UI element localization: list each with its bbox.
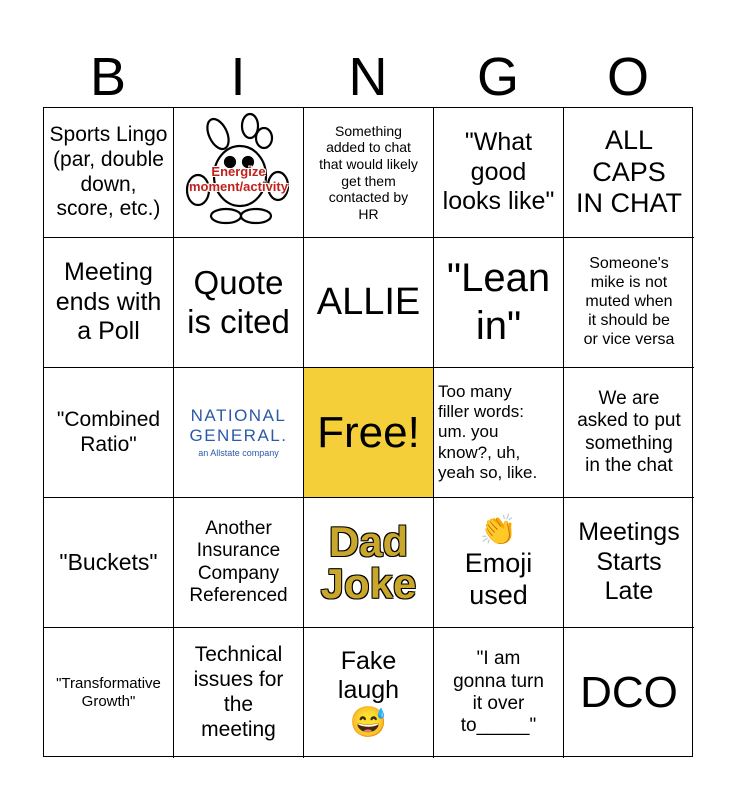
header-letter-b: B (89, 47, 127, 107)
cell-allie[interactable] (304, 238, 434, 368)
sweat-smile-icon: 😅 (349, 705, 388, 739)
cell-text: "What good looks like" (442, 128, 555, 216)
logo-line-2: GENERAL. (189, 426, 288, 446)
cell-text: "Buckets" (59, 548, 158, 575)
cell-meeting-starts-late[interactable] (564, 498, 694, 628)
cell-national-general-logo[interactable] (174, 368, 304, 498)
cell-quote-cited[interactable] (174, 238, 304, 368)
cell-transformative-growth[interactable] (44, 628, 174, 758)
cell-emoji-used[interactable] (434, 498, 564, 628)
cell-dad-joke[interactable] (304, 498, 434, 628)
cell-text: Too many filler words: um. you know?, uh, yeah so, like. (438, 382, 538, 482)
cell-insurance-company[interactable] (174, 498, 304, 628)
cell-text: Quote is cited (187, 263, 290, 340)
cell-text: "I am gonna turn it over to_____" (453, 648, 544, 737)
cell-text: ALL CAPS IN CHAT (576, 124, 682, 219)
cell-text: Something added to chat that would likely get them contacted by HR (319, 122, 418, 222)
cell-text: Technical issues for the meeting (193, 643, 284, 741)
cell-free-space[interactable] (304, 368, 434, 498)
cell-text: ALLIE (316, 281, 421, 324)
bingo-header (43, 46, 693, 108)
mascot-caption: Energize moment/activity (189, 163, 288, 194)
cell-text: Emoji used (464, 547, 533, 610)
cell-text: "Lean in" (446, 256, 551, 348)
cell-text: Meeting ends with a Poll (55, 258, 162, 346)
header-letter-g: G (476, 47, 519, 107)
cell-text: Meetings Starts Late (578, 518, 680, 606)
logo-line-3: an Allstate company (198, 448, 279, 459)
cell-text: "Transformative Growth" (56, 675, 161, 710)
cell-put-in-chat[interactable] (564, 368, 694, 498)
cell-sports-lingo[interactable] (44, 108, 174, 238)
cell-text: We are asked to put something in the chat (577, 387, 681, 476)
cell-what-good-looks-like[interactable] (434, 108, 564, 238)
cell-turn-it-over[interactable] (434, 628, 564, 758)
clapping-hands-icon: 👏 (479, 513, 518, 547)
cell-chat-hr[interactable] (304, 108, 434, 238)
national-general-logo (190, 406, 288, 459)
cell-text: Fake laugh (337, 646, 400, 704)
cell-text: Dad Joke (320, 517, 417, 607)
cell-text: DCO (580, 668, 678, 718)
cell-text: Sports Lingo (par, double down, score, etc.) (49, 122, 168, 221)
bingo-card (43, 107, 693, 757)
cell-meeting-poll[interactable] (44, 238, 174, 368)
cell-mike-muted[interactable] (564, 238, 694, 368)
cell-combined-ratio[interactable] (44, 368, 174, 498)
header-letter-o: O (606, 47, 649, 107)
logo-line-1: NATIONAL (190, 406, 287, 426)
header-letter-i: I (230, 47, 246, 107)
cell-dco[interactable] (564, 628, 694, 758)
cell-filler-words[interactable] (434, 368, 564, 498)
cell-lean-in[interactable] (434, 238, 564, 368)
cell-text: Someone's mike is not muted when it should be or vice versa (583, 255, 675, 348)
cell-all-caps[interactable] (564, 108, 694, 238)
cell-technical-issues[interactable] (174, 628, 304, 758)
energize-mascot-image (178, 112, 299, 234)
cell-buckets[interactable] (44, 498, 174, 628)
cell-energize-moment[interactable] (174, 108, 304, 238)
cell-text: Free! (317, 407, 420, 457)
cell-text: "Combined Ratio" (56, 407, 161, 456)
cell-fake-laugh[interactable] (304, 628, 434, 758)
cell-text: Another Insurance Company Referenced (189, 517, 288, 606)
header-letter-n: N (348, 47, 388, 107)
